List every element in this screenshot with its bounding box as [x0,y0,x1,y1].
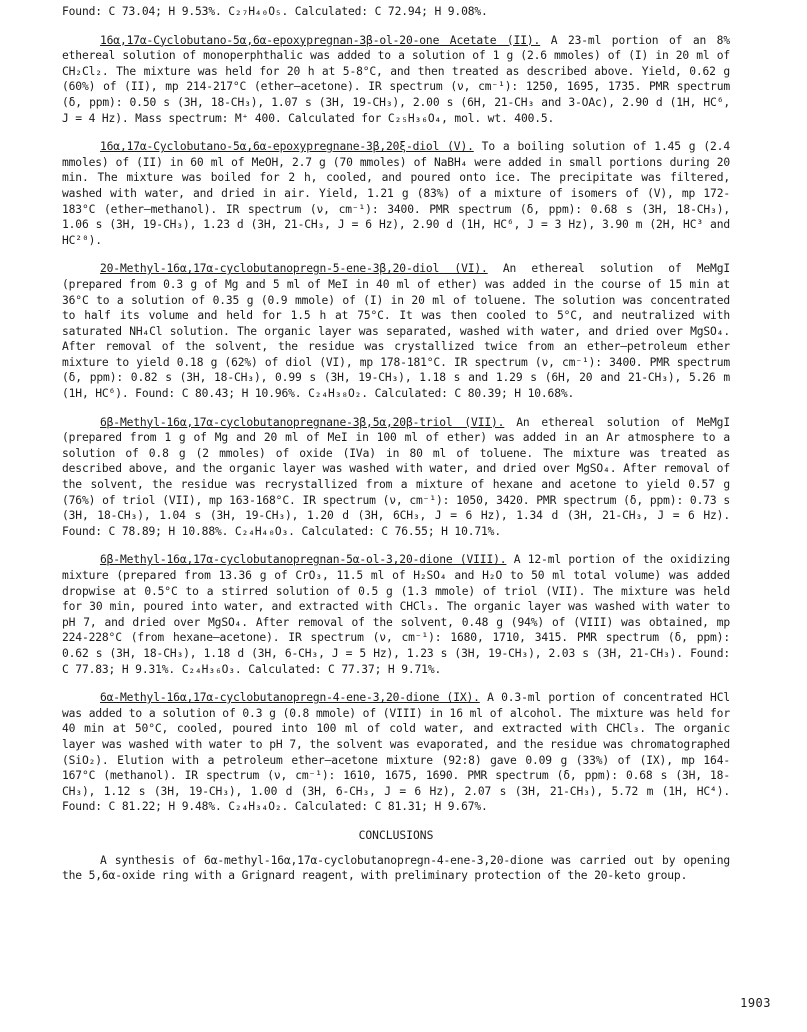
experimental-paragraph-5 [62,552,730,677]
conclusions-paragraph: A synthesis of 6α-methyl-16α,17α-cyclobutanopregn-4-ene-3,20-dione was carried out by opening the 5,6α-oxide ring with a Grignard reagent, with preliminary protection of the 20-keto group. [62,853,730,883]
paragraph-body: An ethereal solution of MeMgI (prepared from 1 g of Mg and 20 ml of MeI in 100 ml of ether) was added in an Ar atmosphere to a solution of 0.8 g (2 mmoles) of oxide (IVa) in 80 ml of toluene. The mixture was treated as described above, and the organic layer was washed with water, and dried over MgSO₄. After removal of the solvent, the residue was recrystallized from a mixture of hexane and acetone to yield 0.57 g (76%) of triol (VII), mp 163-168°C. IR spectrum (ν, cm⁻¹): 1050, 3420. PMR spectrum (δ, ppm): 0.73 s (3H, 18-CH₃), 1.04 s (3H, 19-CH₃), 1.20 d (3H, 6CH₃, J = 6 Hz), 1.34 d (3H, 21-CH₃, J = 6 Hz). Found: C 78.89; H 10.88%. C₂₄H₄₀O₃. Calculated: C 76.55; H 10.71%. [62,415,730,538]
compound-title: 20-Methyl-16α,17α-cyclobutanopregn-5-ene-3β,20-diol (VI). [100,262,488,276]
experimental-paragraph-2 [62,139,730,248]
page-number: 1903 [740,996,771,1010]
conclusions-heading: CONCLUSIONS [358,828,434,842]
paragraph-body: An ethereal solution of MeMgI (prepared from 0.3 g of Mg and 5 ml of MeI in 40 ml of ether) was added in the course of 15 min at 36°C to a solution of 0.35 g (0.9 mmole) of (I) in 20 ml of toluene. The solution was concentrated to half its volume and held for 1.5 h at 75°C. It was then cooled to 5°C, and neutralized with saturated NH₄Cl solution. The organic layer was separated, washed with water, and dried over MgSO₄. After removal of the solvent, the residue was crystallized twice from an ether–petroleum ether mixture to yield 0.18 g (62%) of diol (VI), mp 178-181°C. IR spectrum (ν, cm⁻¹): 3400. PMR spectrum (δ, ppm): 0.82 s (3H, 18-CH₃), 0.99 s (3H, 19-CH₃), 1.18 s and 1.29 s (6H, 20 and 21-CH₃), 5.26 m (1H, HC⁶). Found: C 80.43; H 10.96%. C₂₄H₃₈O₂. Calculated: C 80.39; H 10.68%. [62,262,731,401]
compound-title: 6β-Methyl-16α,17α-cyclobutanopregnane-3β,5α,20β-triol (VII). [100,415,505,429]
compound-title: 16α,17α-Cyclobutano-5α,6α-epoxypregnane-3β,20ξ-diol (V). [100,140,474,154]
paragraph-body: A 23-ml portion of an 8% ethereal solution of monoperphthalic was added to a solution of 1 g (2.6 mmoles) of (I) in 20 ml of CH₂Cl₂. The mixture was held for 20 h at 5-8°C, and then treated as described above. Yield, 0.62 g (60%) of (II), mp 214-217°C (ether–acetone). IR spectrum (ν, cm⁻¹): 1250, 1695, 1735. PMR spectrum (δ, ppm): 0.50 s (3H, 18-CH₃), 1.07 s (3H, 19-CH₃), 2.00 s (6H, 21-CH₃ and 3-OAc), 2.90 d (1H, HC⁶, J = 4 Hz). Mass spectrum: M⁺ 400. Calculated for C₂₅H₃₆O₄, mol. wt. 400.5. [62,33,730,125]
compound-title: 16α,17α-Cyclobutano-5α,6α-epoxypregnan-3β-ol-20-one Acetate (II). [100,33,541,47]
experimental-paragraph-3 [62,261,730,401]
document-page [62,4,730,897]
experimental-paragraph-4 [62,415,730,540]
experimental-paragraph-1 [62,33,730,127]
paragraph-body: A 0.3-ml portion of concentrated HCl was added to a solution of 0.3 g (0.8 mmole) of (VIII) in 16 ml of alcohol. The mixture was held for 40 min at 50°C, cooled, poured into 100 ml of cold water, and extracted with CHCl₃. The organic layer was washed with water to pH 7, the solvent was evaporated, and the residue was chromatographed (SiO₂). Elution with a petroleum ether–acetone mixture (92:8) gave 0.09 g (33%) of (IX), mp 164-167°C (methanol). IR spectrum (ν, cm⁻¹): 1610, 1675, 1690. PMR spectrum (δ, ppm): 0.68 s (3H, 18-CH₃), 1.12 s (3H, 19-CH₃), 1.00 d (3H, 6-CH₃, J = 6 Hz), 2.07 s (3H, 21-CH₃), 5.72 m (1H, HC⁴). Found: C 81.22; H 9.48%. C₂₄H₃₄O₂. Calculated: C 81.31; H 9.67%. [62,691,730,814]
compound-title: 6α-Methyl-16α,17α-cyclobutanopregn-4-ene-3,20-dione (IX). [100,691,480,705]
paragraph-body: To a boiling solution of 1.45 g (2.4 mmoles) of (II) in 60 ml of MeOH, 2.7 g (70 mmoles) of NaBH₄ were added in small portions during 20 min. The mixture was boiled for 2 h, cooled, and poured onto ice. The precipitate was filtered, washed with water, and dried in air. Yield, 1.21 g (83%) of a mixture of isomers of (V), mp 172-183°C (ether–methanol). IR spectrum (ν, cm⁻¹): 3400. PMR spectrum (δ, ppm): 0.68 s (3H, 18-CH₃), 1.06 s (3H, 19-CH₃), 1.23 d (3H, 21-CH₃, J = 6 Hz), 2.90 d (1H, HC⁶, J = 3 Hz), 3.90 m (2H, HC³ and HC²⁰). [62,140,730,247]
experimental-paragraph-6 [62,690,730,815]
found-line: Found: C 73.04; H 9.53%. C₂₇H₄₀O₅. Calculated: C 72.94; H 9.08%. [62,5,488,18]
compound-title: 6β-Methyl-16α,17α-cyclobutanopregnan-5α-ol-3,20-dione (VIII). [100,553,507,567]
paragraph-body: A 12-ml portion of the oxidizing mixture (prepared from 13.36 g of CrO₃, 11.5 ml of H₂SO₄ and H₂O to 50 ml total volume) was added dropwise at 0.5°C to a stirred solution of 0.5 g (1.3 mmole) of triol (VII). The mixture was held for 30 min, poured into water, and extracted with CHCl₃. The organic layer was washed with water to pH 7, and dried over MgSO₄. After removal of the solvent, 0.48 g (94%) of (VIII) was obtained, mp 224-228°C (from hexane–acetone). IR spectrum (ν, cm⁻¹): 1680, 1710, 3415. PMR spectrum (δ, ppm): 0.62 s (3H, 18-CH₃), 1.18 d (3H, 6-CH₃, J = 5 Hz), 1.23 s (3H, 19-CH₃), 2.03 s (3H, 21-CH₃). Found: C 77.83; H 9.31%. C₂₄H₃₆O₃. Calculated: C 77.37; H 9.71%. [62,553,730,676]
